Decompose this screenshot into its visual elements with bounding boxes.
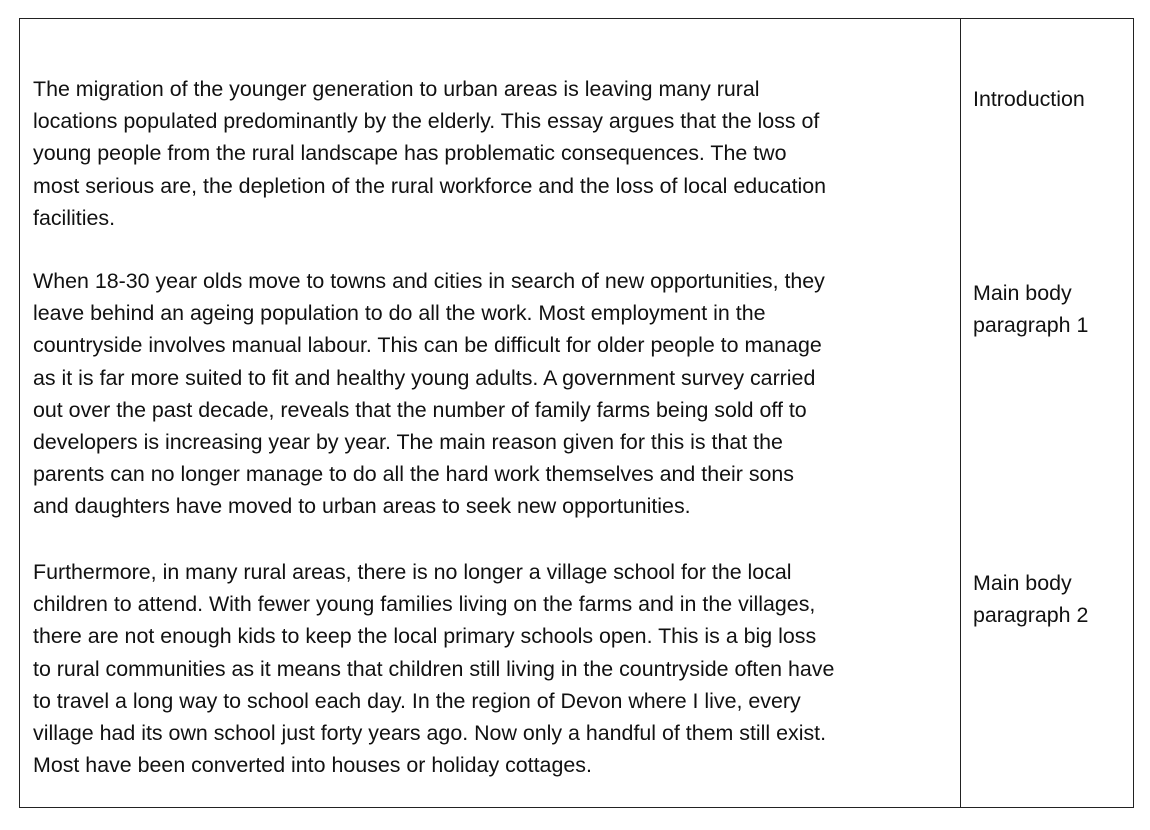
section-label-column <box>961 19 1133 807</box>
essay-text-column <box>20 19 961 807</box>
introduction-paragraph: The migration of the younger generation to urban areas is leaving many rural locations populated predominantly by the elderly. This essay argues that the loss of young people from the rural landscape has problematic consequences. The two most serious are, the depletion of the rural workforce and the loss of local education facilities. <box>33 77 827 230</box>
main-body-paragraph-1-label: Main body paragraph 1 <box>973 281 1089 338</box>
main-body-paragraph-2-label: Main body paragraph 2 <box>973 571 1089 628</box>
essay-structure-table <box>19 18 1134 808</box>
introduction-label: Introduction <box>973 87 1085 111</box>
main-body-paragraph-1: When 18-30 year olds move to towns and cities in search of new opportunities, they leave behind an ageing population to do all the work. Most employment in the countryside involves manual labour. This can be difficult for older people to manage as it is far more suited to fit and healthy young adults. A government survey carried out over the past decade, reveals that the number of family farms being sold off to developers is increasing year by year. The main reason given for this is that the parents can no longer manage to do all the hard work themselves and their sons and daughters have moved to urban areas to seek new opportunities. <box>33 269 825 519</box>
main-body-paragraph-2: Furthermore, in many rural areas, there is no longer a village school for the local children to attend. With fewer young families living on the farms and in the villages, there are not enough kids to keep the local primary schools open. This is a big loss to rural communities as it means that children still living in the countryside often have to travel a long way to school each day. In the region of Devon where I live, every village had its own school just forty years ago. Now only a handful of them still exist. Most have been converted into houses or holiday cottages. <box>33 560 835 778</box>
